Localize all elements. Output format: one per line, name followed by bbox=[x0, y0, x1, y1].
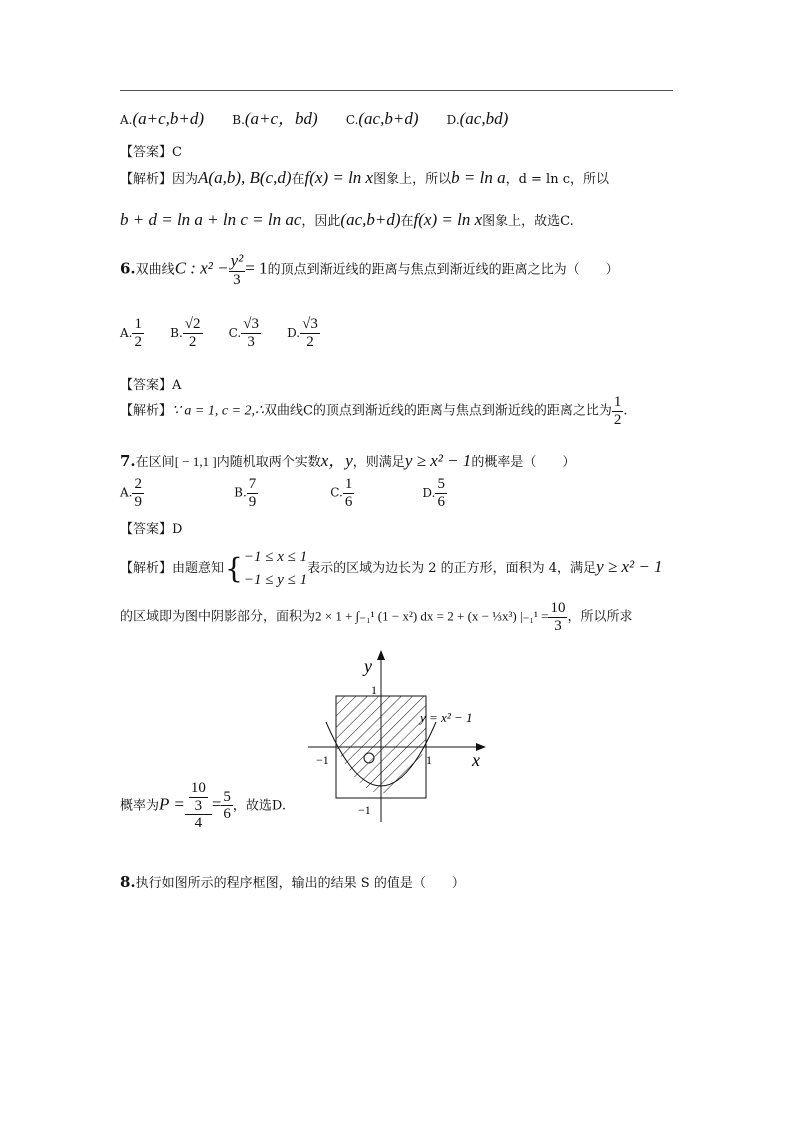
fraction-den: 4 bbox=[194, 815, 203, 831]
analysis-text: 表示的区域为边长为 2 的正方形，面积为 4，满足 bbox=[307, 561, 597, 576]
header-rule bbox=[120, 90, 673, 91]
q7-probability bbox=[120, 780, 286, 832]
analysis-text: 因为 bbox=[172, 172, 199, 187]
fraction-den: 2 bbox=[134, 333, 142, 350]
inequality: −1 ≤ x ≤ 1 bbox=[243, 549, 308, 565]
option-label: A. bbox=[120, 113, 133, 127]
fraction bbox=[612, 394, 624, 428]
fraction-den: 3 bbox=[554, 617, 562, 634]
analysis-text: ，所以所求 bbox=[567, 609, 633, 625]
y-axis-arrow bbox=[377, 650, 385, 660]
fraction-den: 9 bbox=[134, 493, 142, 510]
analysis-text: 在 bbox=[291, 172, 305, 187]
fraction bbox=[132, 316, 144, 350]
option-label: B. bbox=[170, 325, 183, 340]
math-expr: ∵ a = 1, c = 2,∴ bbox=[172, 403, 264, 419]
math-expr: x， bbox=[320, 451, 346, 470]
fraction-den: 3 bbox=[233, 271, 241, 288]
analysis-text: ，故选D. bbox=[232, 798, 287, 814]
fraction-num: √2 bbox=[184, 316, 201, 332]
fraction bbox=[247, 476, 259, 510]
analysis-text: 由题意知 bbox=[172, 561, 225, 576]
math-expr: b + d = ln a + ln c = ln ac bbox=[120, 210, 302, 229]
tick-label: −1 bbox=[316, 753, 329, 767]
math-expr: f(x) = ln x bbox=[304, 168, 374, 187]
fraction-num: 2 bbox=[134, 476, 142, 492]
math-expr: b = ln a bbox=[451, 168, 506, 187]
inequality-system bbox=[244, 546, 307, 591]
fraction-num: 1 bbox=[134, 316, 142, 332]
analysis-label: 【解析】 bbox=[120, 561, 173, 576]
option-label: B. bbox=[232, 113, 245, 127]
q5-analysis-line2 bbox=[120, 210, 574, 230]
math-expr: = bbox=[211, 794, 222, 814]
tick-label: −1 bbox=[358, 803, 371, 817]
analysis-label: 【解析】 bbox=[120, 403, 173, 419]
option-label: A. bbox=[120, 485, 133, 500]
fraction-den: 2 bbox=[613, 411, 622, 428]
math-expr: (ac,b+d) bbox=[340, 210, 401, 229]
fraction bbox=[241, 316, 261, 350]
q7-answer: 【答案】D bbox=[120, 522, 183, 537]
analysis-text: 双曲线C的顶点到渐近线的距离与焦点到渐近线的距离之比为 bbox=[263, 403, 612, 419]
option-expr: (a+c,b+d) bbox=[132, 109, 205, 128]
q5-options bbox=[120, 104, 534, 129]
option-expr: (ac,bd) bbox=[459, 109, 509, 128]
option-label: D. bbox=[446, 113, 460, 127]
option-label: D. bbox=[287, 325, 301, 340]
fraction bbox=[435, 476, 447, 510]
q8-stem bbox=[120, 872, 465, 891]
math-expr: 2 × 1 + ∫₋₁¹ (1 − x²) dx = 2 + (x − ⅓x³) |₋₁¹ = bbox=[315, 608, 549, 624]
math-expr: y ≥ x² − 1 bbox=[404, 451, 472, 470]
math-expr: [ − 1,1 ] bbox=[174, 454, 217, 469]
compound-fraction bbox=[185, 780, 212, 832]
stem-text: 的顶点到渐近线的距离与焦点到渐近线的距离之比为（ ） bbox=[267, 262, 619, 278]
option-label: C. bbox=[330, 485, 343, 500]
math-expr: P = bbox=[159, 794, 185, 814]
q6-analysis bbox=[120, 394, 628, 428]
q6-stem bbox=[120, 252, 619, 288]
option-label: A. bbox=[120, 325, 133, 340]
question-number: 8. bbox=[120, 873, 136, 891]
math-expr: A(a,b), B(c,d) bbox=[198, 168, 292, 187]
q7-analysis-line1 bbox=[120, 546, 663, 591]
fraction-num bbox=[185, 780, 212, 815]
fraction-den: 2 bbox=[306, 333, 314, 350]
inequality: −1 ≤ y ≤ 1 bbox=[243, 571, 308, 588]
y-axis-label: y bbox=[364, 656, 372, 676]
math-expr: f(x) = ln x bbox=[413, 210, 483, 229]
stem-text: 执行如图所示的程序框图，输出的结果 S 的值是（ ） bbox=[135, 876, 465, 891]
fraction-den: 2 bbox=[188, 333, 197, 350]
math-expr: y bbox=[345, 451, 353, 470]
q7-stem bbox=[120, 446, 575, 471]
analysis-text: 图象上，故选C. bbox=[482, 214, 574, 229]
fraction bbox=[132, 476, 144, 510]
fraction bbox=[229, 252, 246, 288]
analysis-text: ，因此 bbox=[301, 214, 341, 229]
analysis-label: 【解析】 bbox=[120, 172, 173, 187]
q5-analysis-line1 bbox=[120, 168, 609, 188]
option-label: D. bbox=[422, 485, 436, 500]
analysis-text: 的区域即为图中阴影部分，面积为 bbox=[120, 609, 316, 625]
question-number: 7. bbox=[120, 452, 136, 470]
q7-options bbox=[120, 476, 447, 510]
x-axis-label: x bbox=[472, 750, 480, 770]
analysis-text: . bbox=[623, 403, 628, 419]
q7-analysis-line2 bbox=[120, 600, 632, 634]
tick-label: 1 bbox=[371, 683, 377, 697]
math-expr: C : x² − bbox=[174, 258, 229, 278]
analysis-text: ，d = ln c，所以 bbox=[505, 172, 610, 187]
fraction-den: 6 bbox=[437, 493, 445, 510]
fraction-num: 1 bbox=[613, 394, 622, 410]
fraction-den: 3 bbox=[194, 797, 203, 814]
stem-text: ，则满足 bbox=[352, 455, 405, 470]
stem-text: 内随机取两个实数 bbox=[216, 455, 321, 470]
q6-answer: 【答案】A bbox=[120, 378, 182, 393]
fraction-den: 6 bbox=[223, 806, 231, 823]
analysis-text: 图象上，所以 bbox=[373, 172, 452, 187]
analysis-text: 概率为 bbox=[120, 798, 160, 814]
curve-label: y = x² − 1 bbox=[420, 710, 473, 725]
question-number: 6. bbox=[120, 259, 136, 278]
fraction-num: 10 bbox=[190, 780, 206, 796]
fraction-num: 7 bbox=[248, 476, 257, 492]
fraction-num: 10 bbox=[550, 600, 566, 616]
fraction-den: 9 bbox=[248, 493, 257, 510]
fraction bbox=[300, 316, 320, 350]
q5-answer: 【答案】C bbox=[120, 145, 182, 160]
fraction bbox=[548, 600, 567, 634]
fraction-num: y² bbox=[230, 251, 244, 270]
brace: { bbox=[225, 551, 243, 585]
option-label: C. bbox=[228, 325, 242, 340]
option-label: B. bbox=[234, 485, 247, 500]
option-expr: (a+c，bd) bbox=[244, 109, 318, 128]
analysis-text: 在 bbox=[400, 214, 414, 229]
math-expr: y ≥ x² − 1 bbox=[596, 557, 663, 576]
fraction-den: 6 bbox=[344, 493, 353, 510]
fraction bbox=[343, 476, 355, 510]
inner-fraction bbox=[189, 780, 208, 814]
tick-label: 1 bbox=[426, 753, 432, 767]
fraction-num: 1 bbox=[344, 476, 353, 492]
fraction-num: √3 bbox=[302, 316, 318, 332]
option-expr: (ac,b+d) bbox=[358, 109, 419, 128]
fraction bbox=[183, 316, 203, 350]
stem-text: 双曲线 bbox=[135, 262, 175, 278]
fraction-num: 5 bbox=[223, 788, 231, 805]
fraction-den: 3 bbox=[247, 333, 255, 350]
q6-options bbox=[120, 316, 320, 350]
math-expr: = 1 bbox=[245, 258, 268, 278]
fraction-num: √3 bbox=[243, 316, 259, 332]
fraction-num: 5 bbox=[437, 476, 445, 492]
option-label: C. bbox=[345, 113, 359, 127]
parabola-graph bbox=[300, 650, 490, 830]
fraction bbox=[221, 789, 233, 823]
stem-text: 在区间 bbox=[135, 455, 175, 470]
stem-text: 的概率是（ ） bbox=[471, 455, 576, 470]
